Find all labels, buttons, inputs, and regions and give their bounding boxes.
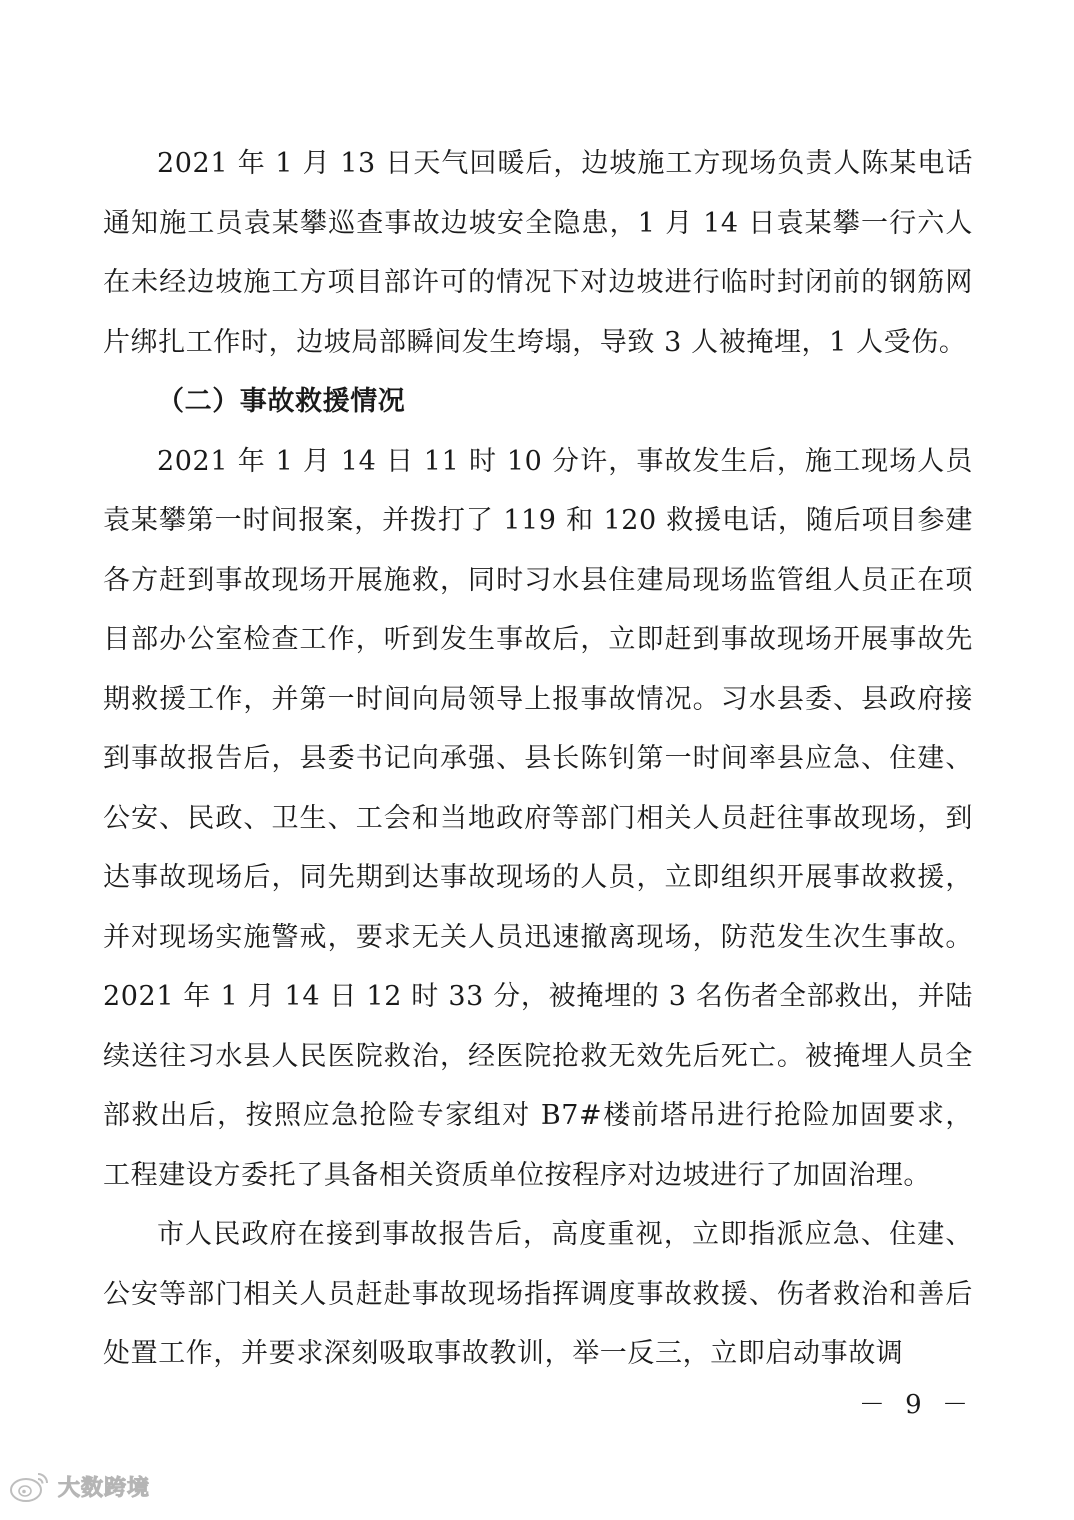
weibo-logo-icon — [8, 1468, 52, 1504]
document-body — [103, 134, 973, 1384]
paragraph-city-response: 市人民政府在接到事故报告后，高度重视，立即指派应急、住建、公安等部门相关人员赶赴事故现场指挥调度事故救援、伤者救治和善后处置工作，并要求深刻吸取事故教训，举一反三，立即启动事故调 — [103, 1219, 973, 1369]
paragraph-collapse-event: 2021 年 1 月 13 日天气回暖后，边坡施工方现场负责人陈某电话通知施工员袁某攀巡查事故边坡安全隐患，1 月 14 日袁某攀一行六人在未经边坡施工方项目部许可的情况下对边坡进行临时封闭前的钢筋网片绑扎工作时，边坡局部瞬间发生垮塌，导致 3 人被掩埋，1 人受伤。 — [103, 148, 973, 358]
section-heading-rescue: （二）事故救援情况 — [157, 386, 406, 417]
page-number: － 9 － — [858, 1390, 974, 1420]
paragraph-rescue-details: 2021 年 1 月 14 日 11 时 10 分许，事故发生后，施工现场人员袁某攀第一时间报案，并拨打了 119 和 120 救援电话，随后项目参建各方赶到事故现场开展施救，同时习水县住建局现场监管组人员正在项目部办公室检查工作，听到发生事故后，立即赶到事故现场开展事故先期救援工作，并第一时间向局领导上报事故情况。习水县委、县政府接到事故报告后，县委书记向承强、县长陈钊第一时间率县应急、住建、公安、民政、卫生、工会和当地政府等部门相关人员赶往事故现场，到达事故现场后，同先期到达事故现场的人员，立即组织开展事故救援，并对现场实施警戒，要求无关人员迅速撤离现场，防范发生次生事故。2021 年 1 月 14 日 12 时 33 分，被掩埋的 3 名伤者全部救出，并陆续送往习水县人民医院救治，经医院抢救无效先后死亡。被掩埋人员全部救出后，按照应急抢险专家组对 B7#楼前塔吊进行抢险加固要求，工程建设方委托了具备相关资质单位按程序对边坡进行了加固治理。 — [103, 445, 973, 1191]
watermark — [8, 1466, 150, 1506]
watermark-text: 大数跨境 — [58, 1475, 151, 1501]
